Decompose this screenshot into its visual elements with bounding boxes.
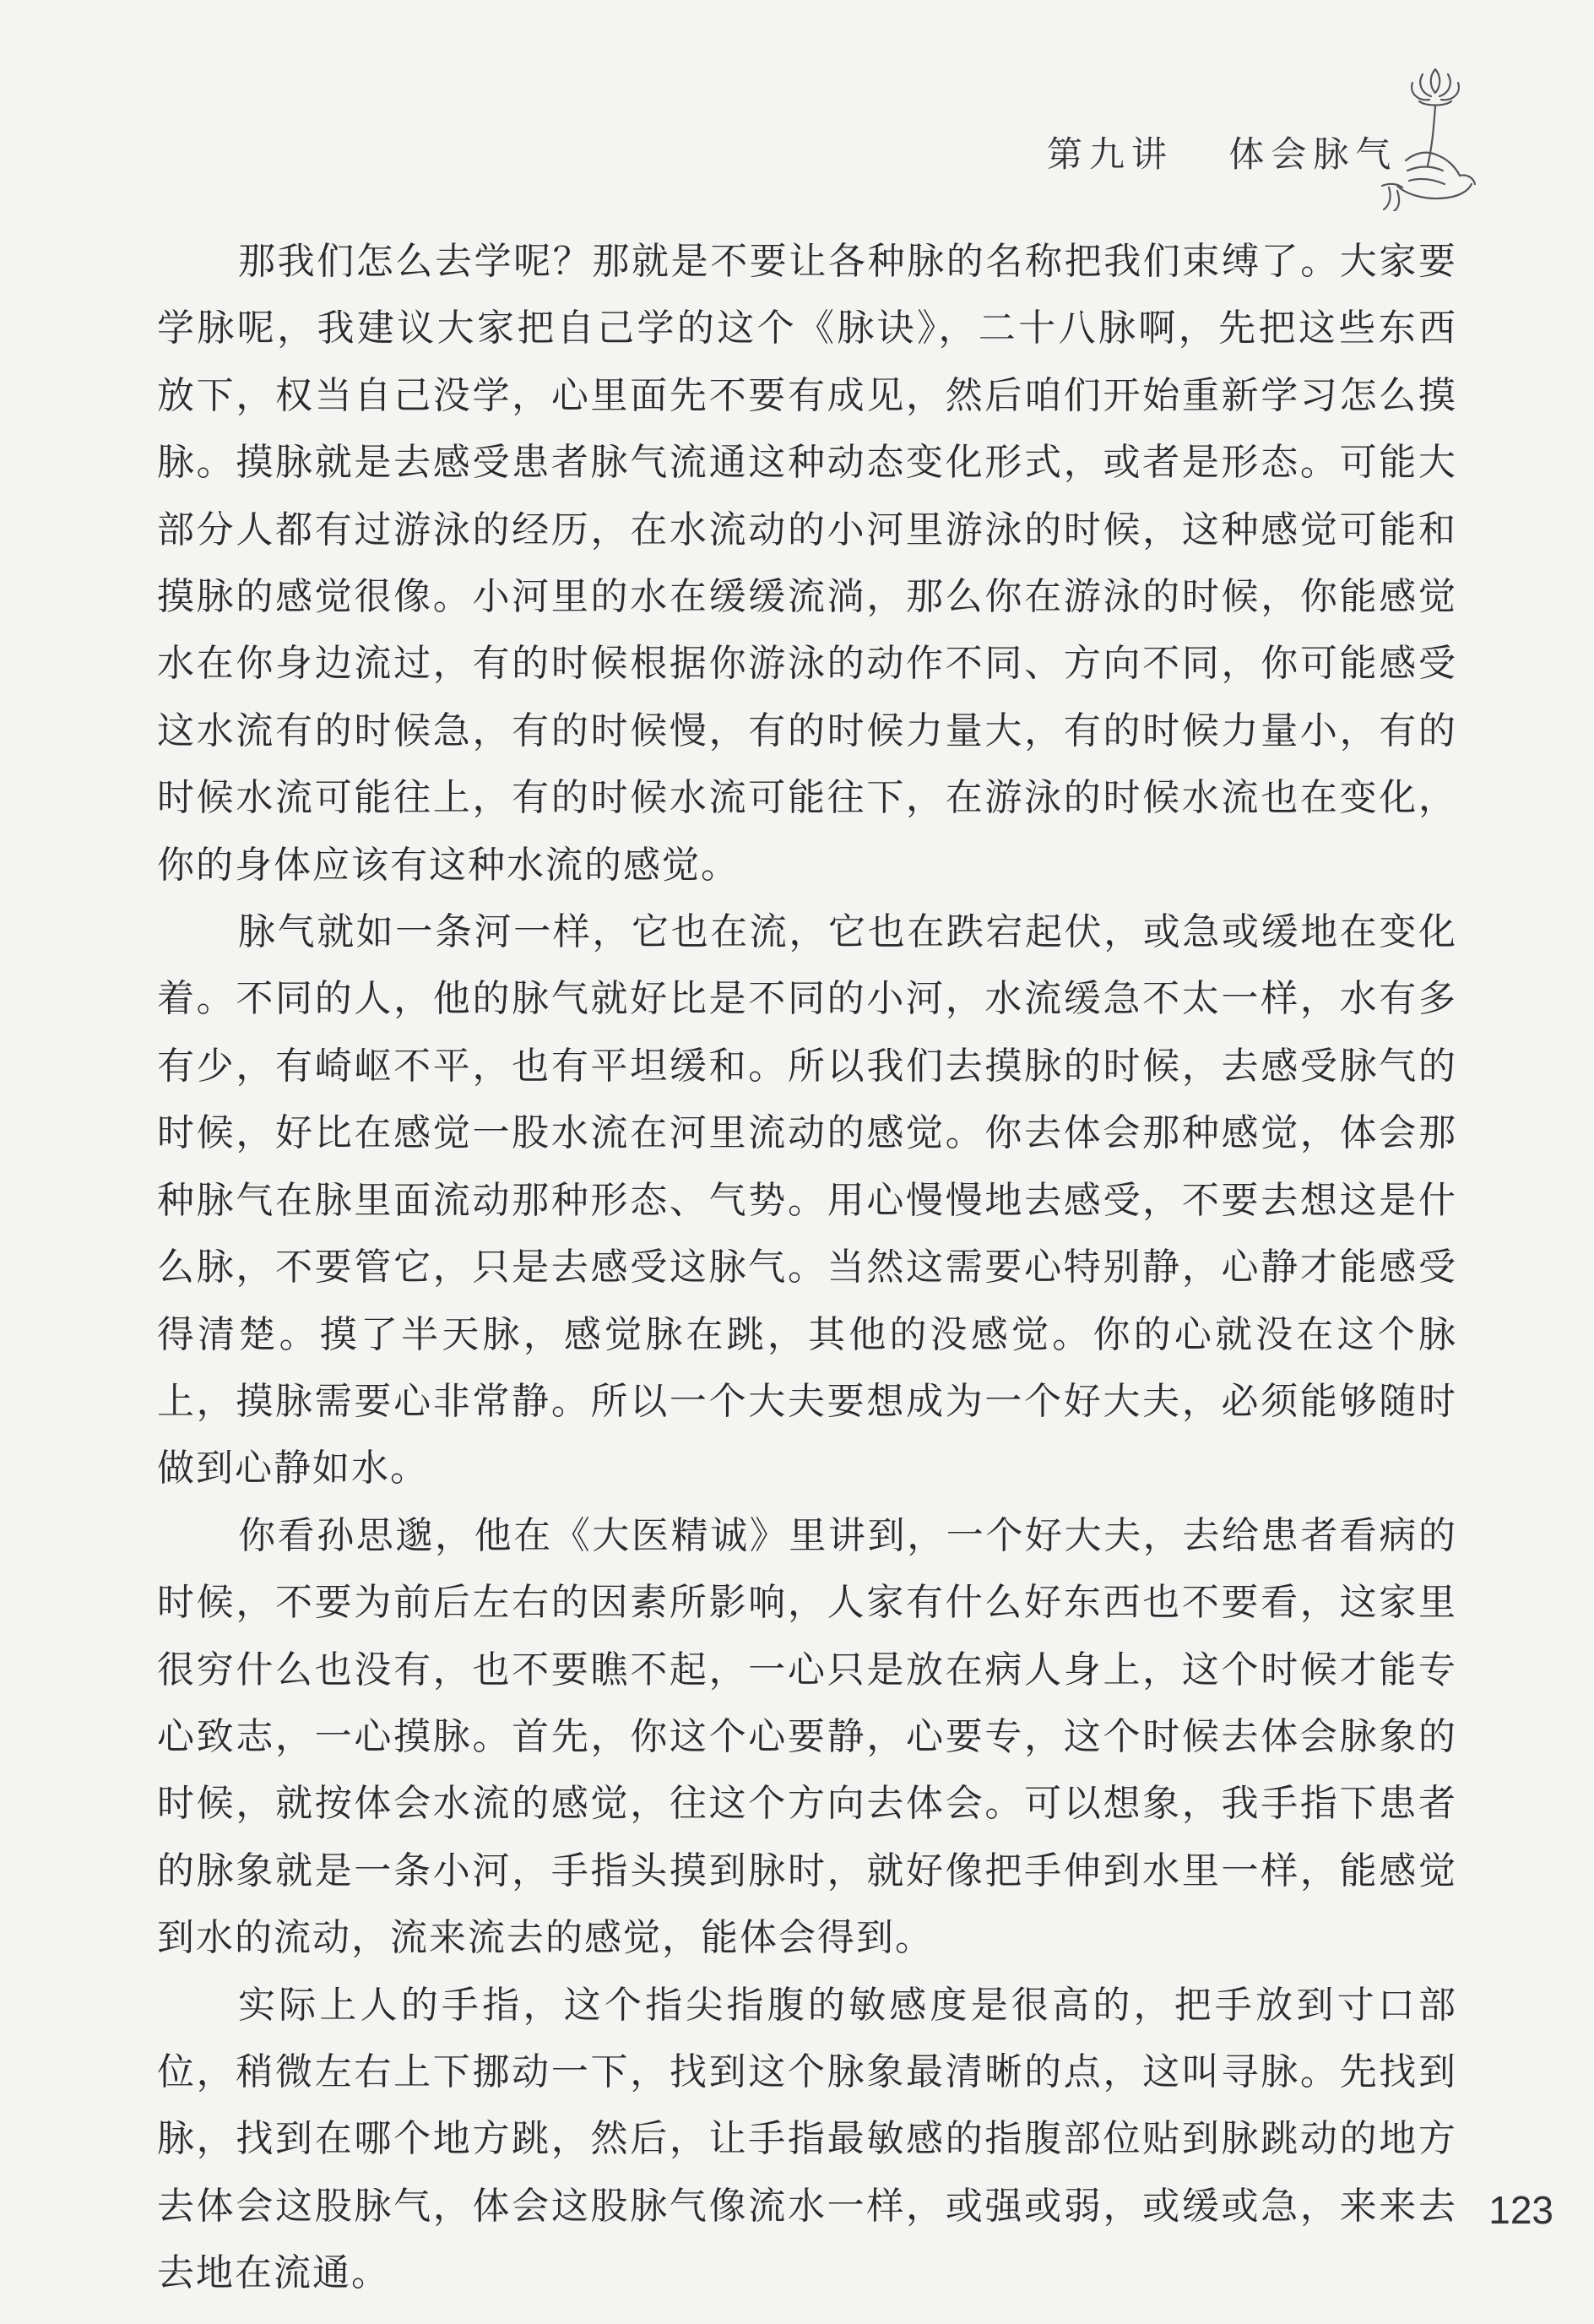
running-header (1047, 127, 1398, 186)
chapter-title: 体会脉气 (1228, 133, 1398, 175)
paragraph: 实际上人的手指，这个指尖指腹的敏感度是很高的，把手放到寸口部位，稍微左右上下挪动一下，找到这个脉象最清晰的点，这叫寻脉。先找到脉，找到在哪个地方跳，然后，让手指最敏感的指腹部位贴到脉跳动的地方去体会这股脉气，体会这股脉气像流水一样，或强或弱，或缓或急，来来去去地在流通。 (157, 1983, 1457, 2295)
paragraph: 脉气就如一条河一样，它也在流，它也在跌宕起伏，或急或缓地在变化着。不同的人，他的脉气就好比是不同的小河，水流缓急不太一样，水有多有少，有崎岖不平，也有平坦缓和。所以我们去摸脉的时候，去感受脉气的时候，好比在感觉一股水流在河里流动的感觉。你去体会那种感觉，体会那种脉气在脉里面流动那种形态、气势。用心慢慢地去感受，不要去想这是什么脉，不要管它，只是去感受这脉气。当然这需要心特别静，心静才能感受得清楚。摸了半天脉，感觉脉在跳，其他的没感觉。你的心就没在这个脉上，摸脉需要心非常静。所以一个大夫要想成为一个好大夫，必须能够随时做到心静如水。 (157, 910, 1457, 1491)
paragraph: 你看孙思邈，他在《大医精诚》里讲到，一个好大夫，去给患者看病的时候，不要为前后左右的因素所影响，人家有什么好东西也不要看，这家里很穷什么也没有，也不要瞧不起，一心只是放在病人身上，这个时候才能专心致志，一心摸脉。首先，你这个心要静，心要专，这个时候去体会脉象的时候，就按体会水流的感觉，往这个方向去体会。可以想象，我手指下患者的脉象就是一条小河，手指头摸到脉时，就好像把手伸到水里一样，能感觉到水的流动，流来流去的感觉，能体会得到。 (157, 1513, 1457, 1960)
lotus-hand-icon (1372, 59, 1499, 211)
body-text (157, 228, 1457, 2307)
chapter-number: 第九讲 (1047, 133, 1174, 175)
page-number: 123 (1488, 2188, 1553, 2232)
paragraph: 那我们怎么去学呢？那就是不要让各种脉的名称把我们束缚了。大家要学脉呢，我建议大家把自己学的这个《脉诀》，二十八脉啊，先把这些东西放下，权当自己没学，心里面先不要有成见，然后咱们开始重新学习怎么摸脉。摸脉就是去感受患者脉气流通这种动态变化形式，或者是形态。可能大部分人都有过游泳的经历，在水流动的小河里游泳的时候，这种感觉可能和摸脉的感觉很像。小河里的水在缓缓流淌，那么你在游泳的时候，你能感觉水在你身边流过，有的时候根据你游泳的动作不同、方向不同，你可能感受这水流有的时候急，有的时候慢，有的时候力量大，有的时候力量小，有的时候水流可能往上，有的时候水流可能往下，在游泳的时候水流也在变化，你的身体应该有这种水流的感觉。 (157, 240, 1457, 887)
